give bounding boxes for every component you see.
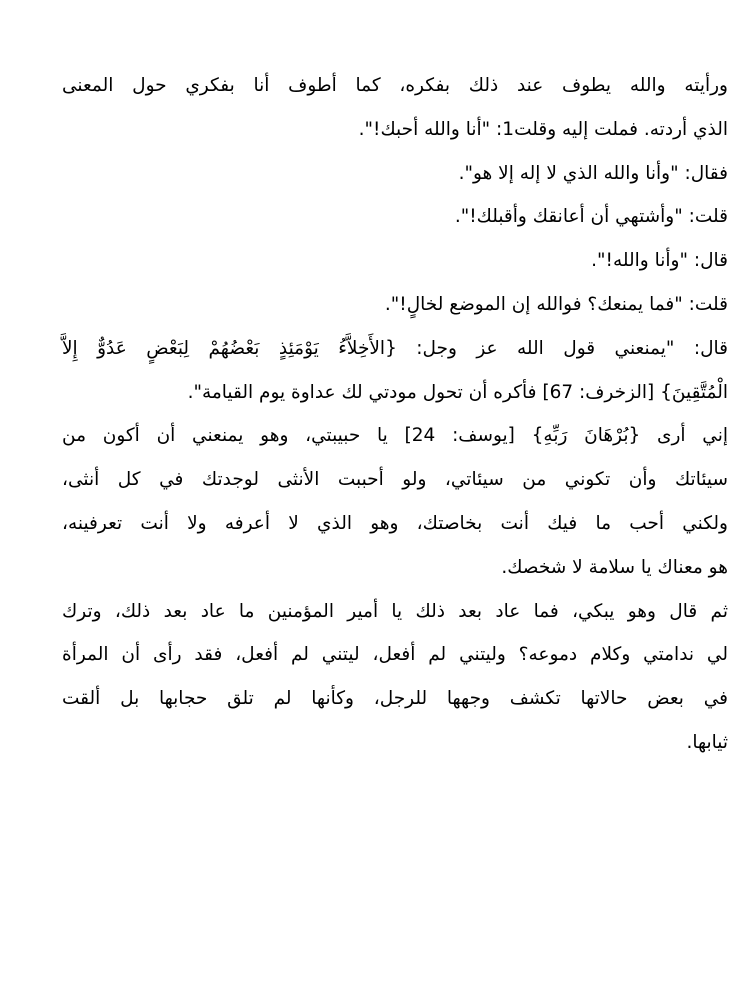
paragraph-line-15: في بعض حالاتها تكشف وجهها للرجل، وكأنها لم تلق حجابها بل ألقت [62, 688, 728, 710]
paragraph-line-7: قال: "يمنعني قول الله عز وجل: {الأَخِلاَّءُ يَوْمَئِذٍ بَعْضُهُمْ لِبَعْضٍ عَدُوٌّ إِلاَّ [62, 337, 728, 359]
paragraph-line-6: قلت: "فما يمنعك؟ فوالله إن الموضع لخالٍ!". [384, 293, 728, 315]
paragraph-line-3: فقال: "وأنا والله الذي لا إله إلا هو". [458, 162, 728, 184]
paragraph-line-13: ثم قال وهو يبكي، فما عاد بعد ذلك يا أمير المؤمنين ما عاد بعد ذلك، وترك [62, 600, 728, 622]
paragraph-line-8: الْمُتَّقِينَ} [الزخرف: 67] فأكره أن تحول مودتي لك عداوة يوم القيامة". [187, 381, 728, 403]
paragraph-line-2: الذي أردته. فملت إليه وقلت1: "أنا والله أحبك!". [358, 118, 728, 140]
paragraph-line-12: هو معناك يا سلامة لا شخصك. [501, 556, 728, 578]
paragraph-line-10: سيئاتك وأن تكوني من سيئاتي، ولو أحببت الأنثى لوجدتك في كل أنثى، [62, 469, 728, 491]
paragraph-line-9: إني أرى {بُرْهَانَ رَبِّهِ} [يوسف: 24] يا حبيبتي، وهو يمنعني أن أكون من [62, 425, 728, 447]
paragraph-line-4: قلت: "وأشتهي أن أعانقك وأقبلك!". [454, 206, 728, 228]
paragraph-line-14: لي ندامتي وكلام دموعه؟ وليتني لم أفعل، ليتني لم أفعل، فقد رأى أن المرأة [62, 644, 728, 666]
paragraph-line-1: ورأيته والله يطوف عند ذلك بفكره، كما أطوف أنا بفكري حول المعنى [62, 75, 728, 96]
paragraph-line-16: ثيابها. [686, 731, 728, 753]
paragraph-line-5: قال: "وأنا والله!". [591, 250, 728, 272]
document-body [62, 64, 728, 765]
paragraph-line-11: ولكني أحب ما فيك أنت بخاصتك، وهو الذي لا أعرفه ولا أنت تعرفينه، [62, 512, 728, 534]
